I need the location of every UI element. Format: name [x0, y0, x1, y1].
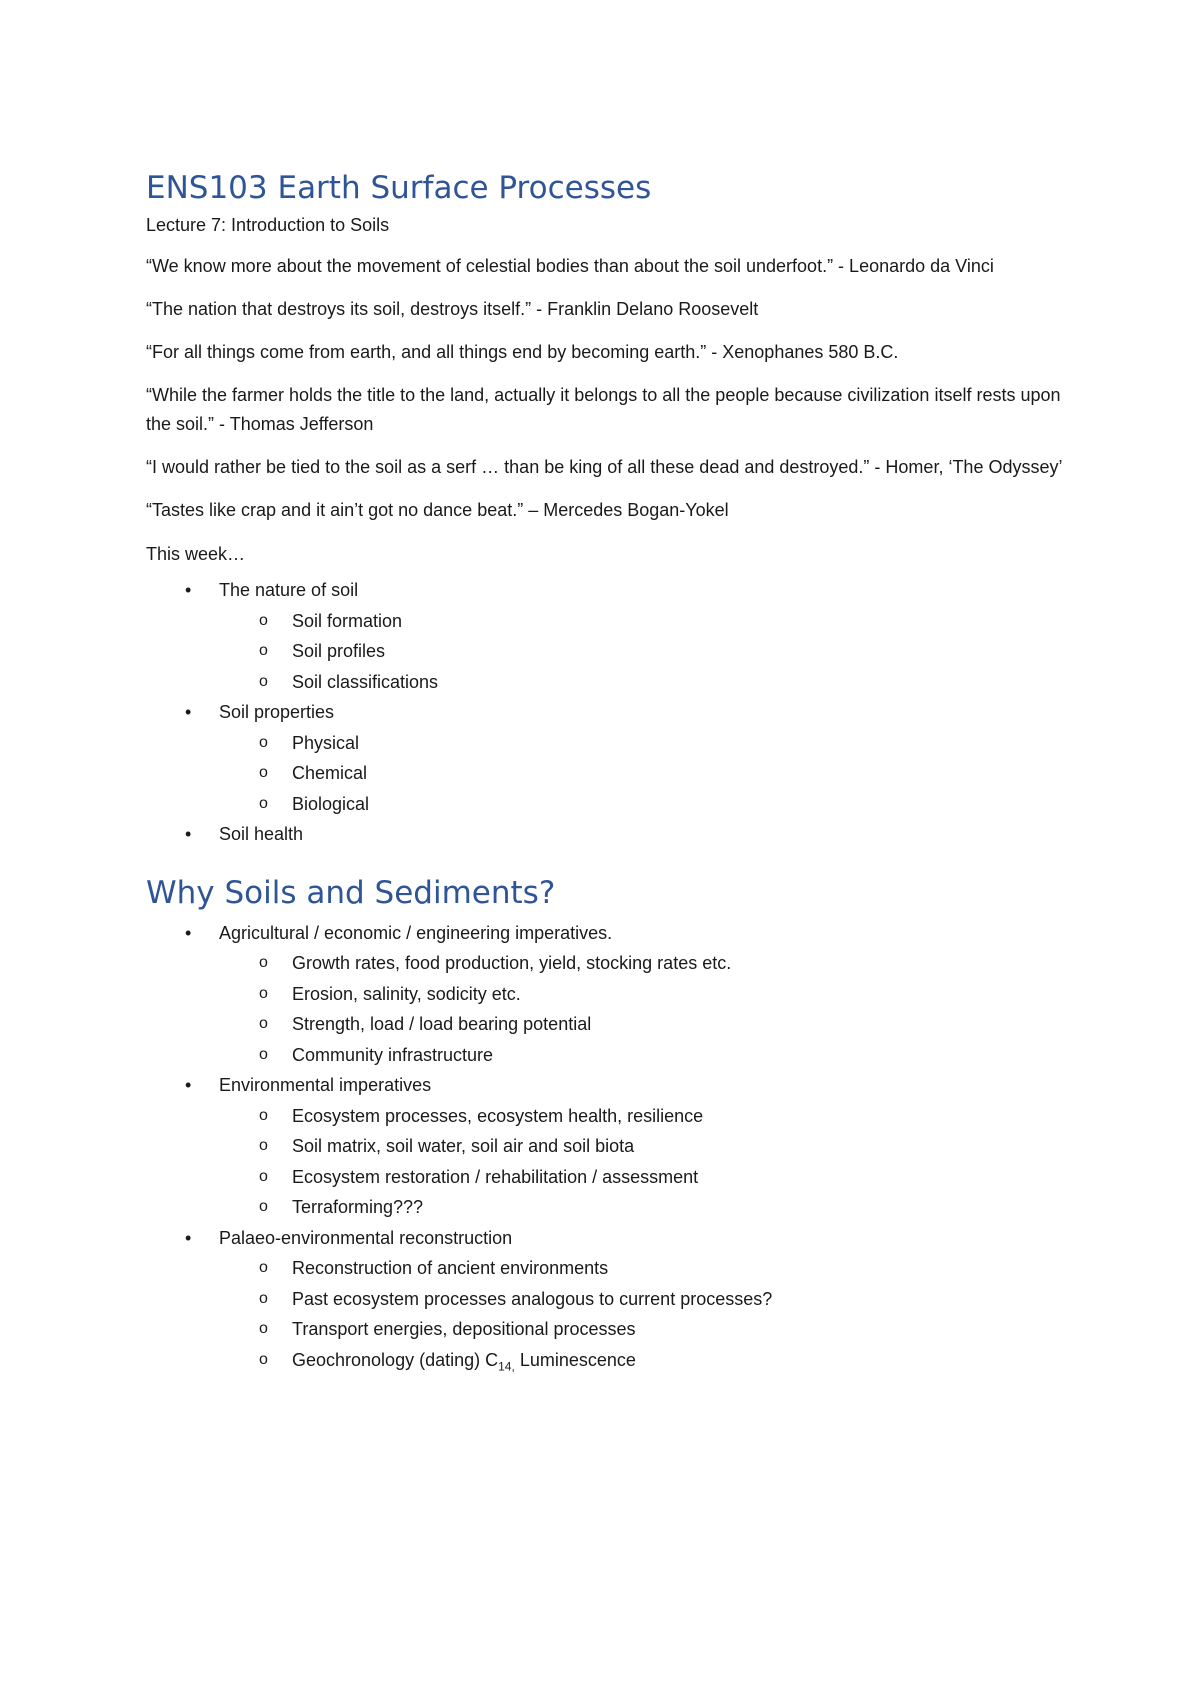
document-page [146, 168, 1066, 1382]
this-week-list [146, 575, 1066, 850]
quote-jefferson: “While the farmer holds the title to the land, actually it belongs to all the people because civilization itself rests upon the soil.” - Thomas Jefferson [146, 385, 1061, 434]
luminescence-text: Luminescence [514, 1349, 636, 1370]
list-item-label: The nature of soil [219, 580, 359, 600]
sub-list-item [219, 1009, 1066, 1040]
bullet-marker: • [185, 824, 192, 844]
sub-item-label: Transport energies, depositional processes [292, 1319, 636, 1339]
sub-item-label: Soil classifications [292, 671, 439, 692]
sub-list-item [219, 948, 1066, 979]
list-item [146, 1223, 1066, 1382]
sub-item-label: Biological [292, 793, 370, 814]
quote-bogan-yokel: “Tastes like crap and it ain’t got no dance beat.” – Mercedes Bogan-Yokel [146, 500, 729, 520]
quote-da-vinci: “We know more about the movement of celestial bodies than about the soil underfoot.” - Leonardo da Vinci [146, 256, 994, 276]
bullet-marker: • [185, 922, 192, 943]
sub-item-label: Physical [292, 732, 360, 753]
sub-item-label: Erosion, salinity, sodicity etc. [292, 983, 521, 1004]
sub-item-label: Soil formation [292, 610, 403, 631]
sub-item-label: Growth rates, food production, yield, stocking rates etc. [292, 953, 732, 973]
sub-item-label: Soil matrix, soil water, soil air and soil biota [292, 1136, 635, 1156]
list-item [146, 697, 1066, 819]
sub-marker: o [259, 764, 268, 781]
sub-list-item [219, 1040, 1066, 1071]
sub-list-item [219, 758, 1066, 789]
sub-list-item [219, 728, 1066, 759]
quote-roosevelt: “The nation that destroys its soil, destroys itself.” - Franklin Delano Roosevelt [146, 299, 759, 319]
sub-list-item [219, 1131, 1066, 1162]
sub-list-item [219, 636, 1066, 667]
sub-item-label: Ecosystem restoration / rehabilitation / assessment [292, 1166, 699, 1187]
sub-marker: o [259, 733, 268, 751]
sub-marker: o [259, 642, 268, 659]
sub-list [219, 728, 1066, 820]
sub-marker: o [259, 672, 268, 690]
list-item-label: Soil health [219, 824, 304, 844]
sub-list [219, 1101, 1066, 1223]
sub-marker: o [259, 984, 268, 1002]
sub-list-item [219, 667, 1066, 698]
sub-list [219, 948, 1066, 1070]
carbon-subscript: 14, [498, 1359, 515, 1374]
sub-list-item [219, 1284, 1066, 1315]
list-item-label: Palaeo-environmental reconstruction [219, 1227, 513, 1248]
quote-xenophanes: “For all things come from earth, and all things end by becoming earth.” - Xenophanes 580 B.C. [146, 342, 899, 362]
list-item [146, 918, 1066, 1071]
list-item-label: Soil properties [219, 702, 335, 722]
bullet-marker: • [185, 580, 192, 600]
sub-marker: o [259, 1259, 268, 1276]
list-item-label: Environmental imperatives [219, 1075, 432, 1095]
sub-item-label: Strength, load / load bearing potential [292, 1014, 592, 1034]
list-item [146, 1070, 1066, 1223]
sub-item-label: Past ecosystem processes analogous to current processes? [292, 1288, 773, 1309]
this-week-intro: This week… [146, 544, 246, 564]
sub-item-label: Reconstruction of ancient environments [292, 1258, 609, 1278]
list-item-label: Agricultural / economic / engineering imperatives. [219, 922, 613, 943]
sub-marker: o [259, 1137, 268, 1154]
sub-item-label: Soil profiles [292, 641, 386, 661]
sub-list-item [219, 1162, 1066, 1193]
sub-item-label: Chemical [292, 763, 368, 783]
sub-marker: o [259, 794, 268, 812]
sub-list-item [219, 1101, 1066, 1132]
geochronology-text: Geochronology (dating) C [292, 1349, 499, 1370]
sub-list-item-geochronology [219, 1345, 1066, 1382]
list-item [146, 575, 1066, 697]
list-item [146, 819, 1066, 850]
quote-homer: “I would rather be tied to the soil as a serf … than be king of all these dead and destroyed.” - Homer, ‘The Odyssey’ [146, 457, 1063, 477]
bullet-marker: • [185, 702, 192, 722]
sub-marker: o [259, 1198, 268, 1215]
sub-item-label: Community infrastructure [292, 1044, 494, 1065]
sub-marker: o [259, 1045, 268, 1063]
why-soils-list [146, 918, 1066, 1382]
sub-marker: o [259, 611, 268, 629]
sub-list-item [219, 789, 1066, 820]
sub-list-item [219, 979, 1066, 1010]
section-heading-why-soils: Why Soils and Sediments? [146, 874, 556, 911]
lecture-subtitle: Lecture 7: Introduction to Soils [146, 215, 390, 235]
sub-list-item [219, 1253, 1066, 1284]
bullet-marker: • [185, 1227, 192, 1248]
sub-list [219, 1253, 1066, 1382]
sub-list-item [219, 1192, 1066, 1223]
sub-marker: o [259, 1350, 268, 1368]
sub-item-label: Terraforming??? [292, 1197, 424, 1217]
document-title: ENS103 Earth Surface Processes [146, 170, 652, 206]
sub-list [219, 606, 1066, 698]
sub-list-item [219, 1314, 1066, 1345]
sub-marker: o [259, 1320, 268, 1337]
sub-marker: o [259, 954, 268, 971]
sub-marker: o [259, 1106, 268, 1124]
sub-marker: o [259, 1289, 268, 1307]
sub-list-item [219, 606, 1066, 637]
bullet-marker: • [185, 1075, 192, 1095]
sub-item-label: Ecosystem processes, ecosystem health, resilience [292, 1105, 704, 1126]
sub-marker: o [259, 1167, 268, 1185]
sub-marker: o [259, 1015, 268, 1032]
